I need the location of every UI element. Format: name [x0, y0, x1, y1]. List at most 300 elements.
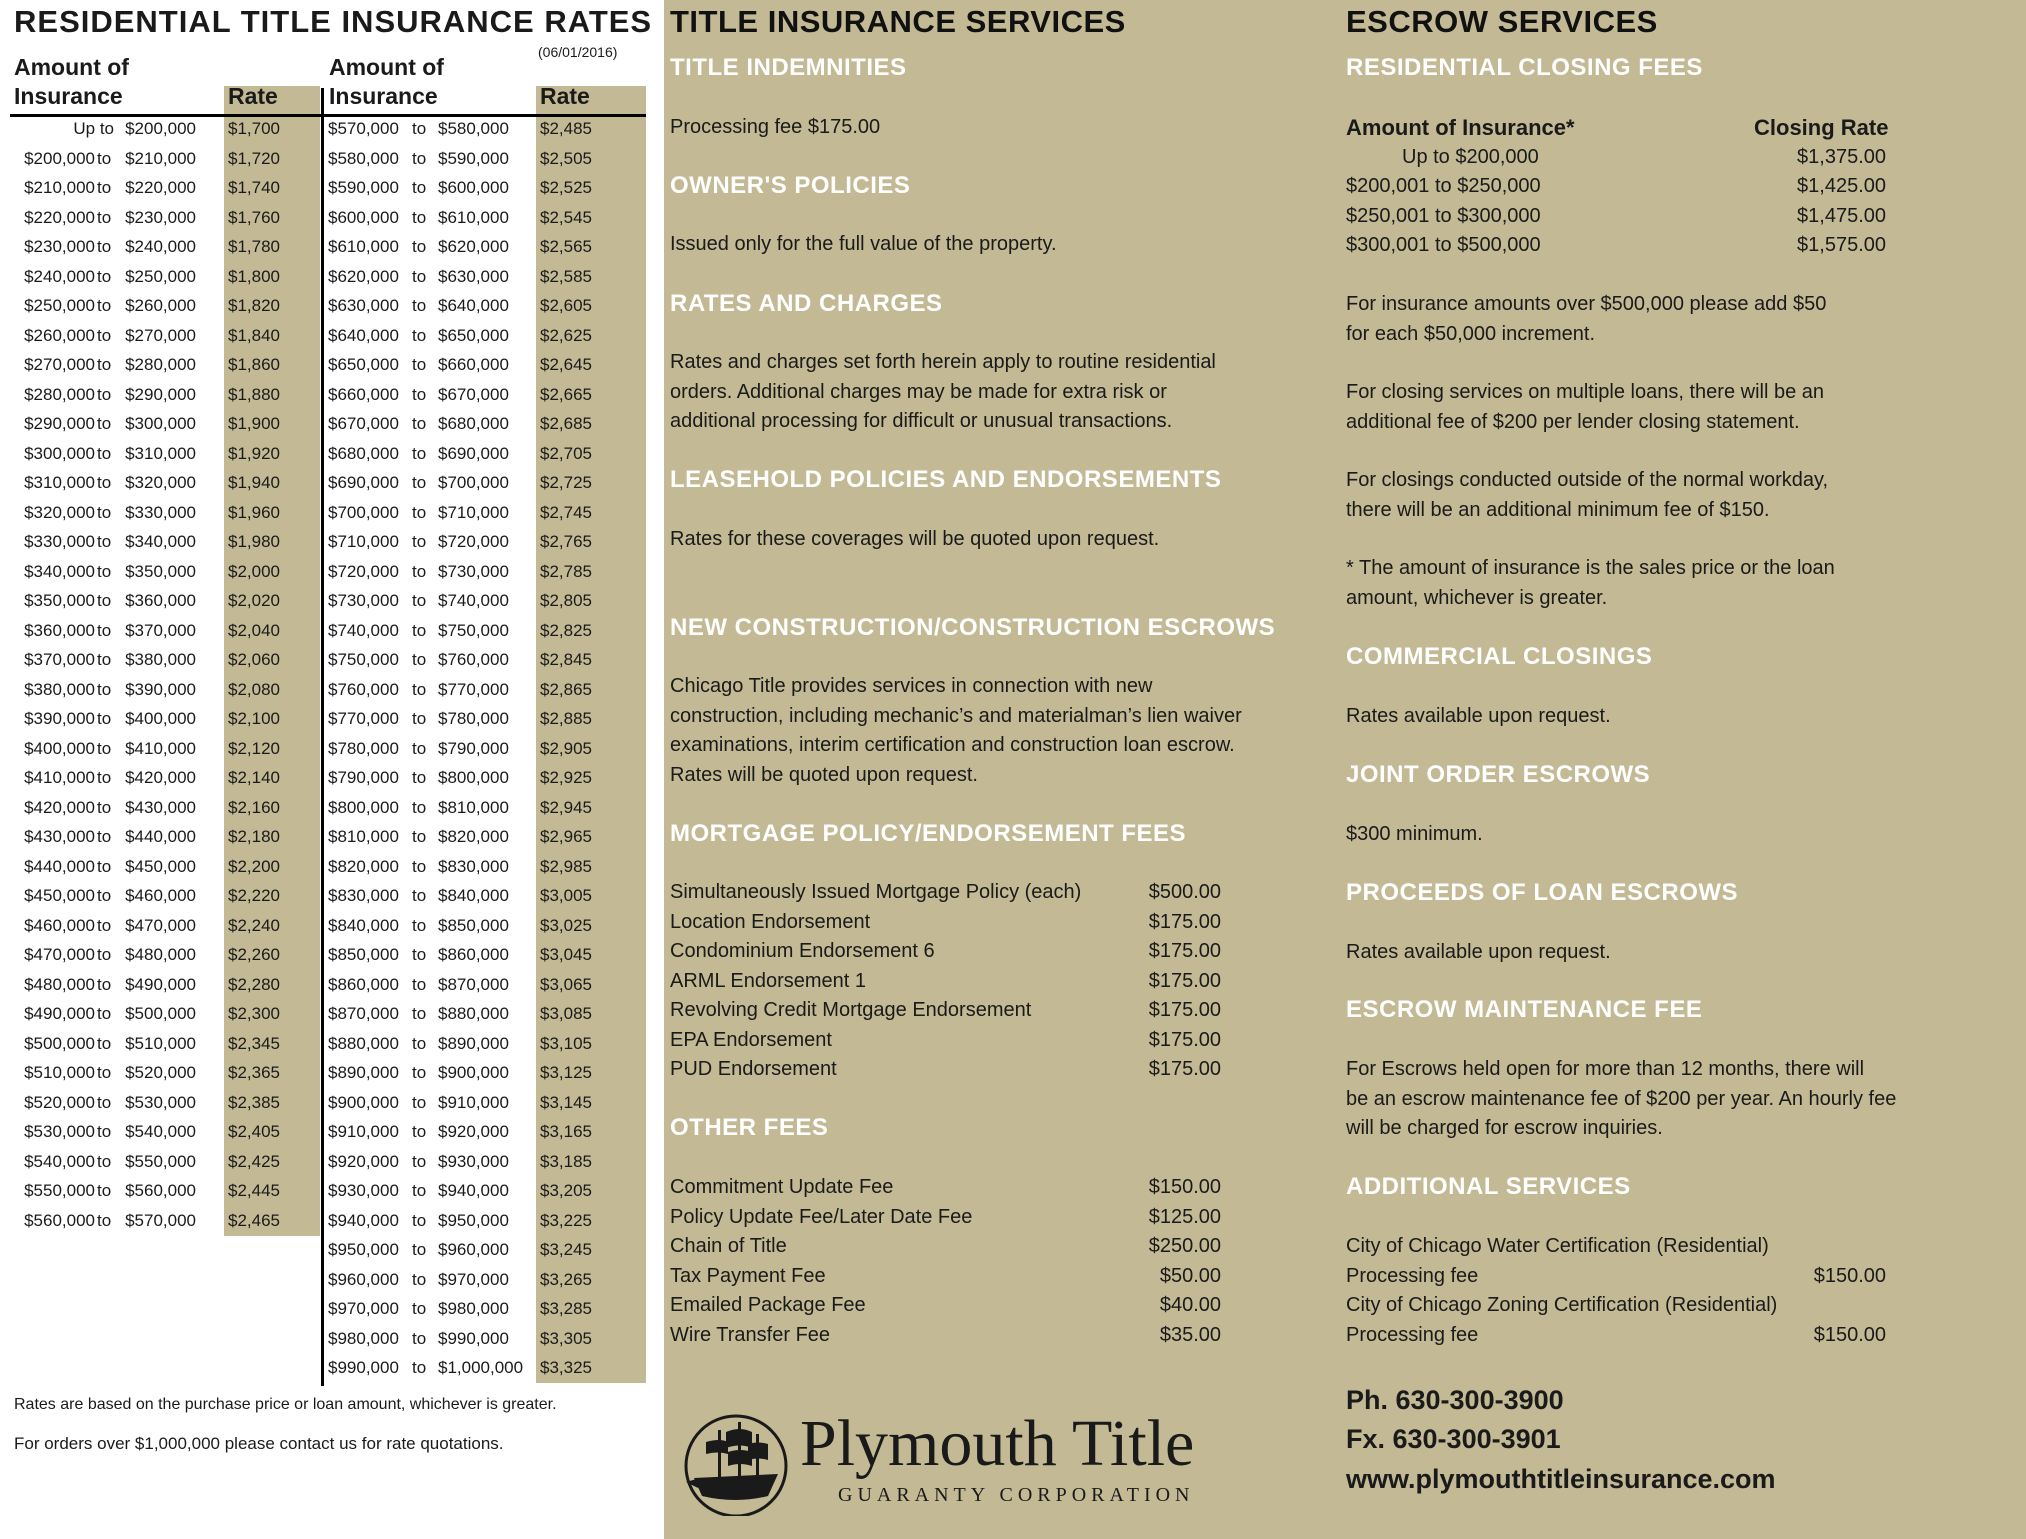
range-to: $550,000 [125, 1151, 196, 1171]
rate-value: $2,725 [540, 473, 592, 492]
outside-workday-line: For closings conducted outside of the normal workday, [1346, 469, 1829, 491]
range-to: $780,000 [438, 709, 509, 728]
range-to-word: to [412, 738, 427, 758]
range-from: $380,000 [24, 679, 95, 699]
range-to: $230,000 [125, 207, 196, 227]
rate-value: $2,945 [540, 797, 592, 817]
range-from: $220,000 [24, 207, 95, 227]
range-to: $240,000 [125, 237, 196, 256]
rate-value: $2,080 [228, 679, 280, 699]
rate-value: $2,465 [228, 1210, 280, 1230]
range-to-word: to [412, 414, 427, 433]
range-to-word: to [97, 207, 112, 227]
fee-label: PUD Endorsement [670, 1058, 837, 1080]
rate-value: $1,840 [228, 325, 280, 345]
rate-value: $3,065 [540, 974, 592, 994]
fee-value: $175.00 [1148, 969, 1221, 992]
range-from: $330,000 [24, 532, 95, 551]
range-to: $880,000 [438, 1004, 509, 1023]
range-from: $320,000 [24, 502, 95, 522]
range-to-word: to [97, 561, 112, 581]
range-to: $910,000 [438, 1092, 509, 1112]
range-to-word: to [97, 650, 112, 669]
maintenance-line: be an escrow maintenance fee of $200 per year. An hourly fee [1346, 1087, 1897, 1110]
range-to: $270,000 [125, 325, 196, 345]
range-from: $820,000 [328, 856, 399, 876]
range-to: $450,000 [125, 856, 196, 876]
additional-services-heading: ADDITIONAL SERVICES [1346, 1173, 1631, 1200]
rate-value: $2,280 [228, 974, 280, 994]
rate-value: $2,040 [228, 620, 280, 640]
closing-amount: Up to $200,000 [1402, 145, 1539, 168]
rate-row [0, 734, 592, 763]
maintenance-line: For Escrows held open for more than 12 months, there will [1346, 1058, 1865, 1080]
range-to-word: to [97, 443, 112, 463]
range-to: $560,000 [125, 1181, 196, 1200]
rate-value: $2,385 [228, 1092, 280, 1112]
range-to-word: to [412, 679, 427, 699]
rate-row [0, 380, 592, 409]
rate-value: $2,345 [228, 1033, 280, 1053]
range-to: $940,000 [438, 1181, 509, 1200]
rate-value: $2,525 [540, 178, 592, 197]
rate-value: $2,625 [540, 325, 592, 345]
rate-value: $2,365 [228, 1063, 280, 1082]
fee-label: Tax Payment Fee [670, 1264, 826, 1287]
range-from: $470,000 [24, 945, 95, 964]
rate-value: $1,800 [228, 266, 280, 286]
rate-value: $2,965 [540, 827, 592, 846]
range-from: $350,000 [24, 591, 95, 610]
rates-charges-line: additional processing for difficult or unusual transactions. [670, 410, 1173, 432]
closing-rate-header: Closing Rate [1754, 115, 1889, 140]
range-from: $930,000 [328, 1181, 399, 1200]
range-to: $840,000 [438, 886, 509, 905]
range-to: $680,000 [438, 414, 509, 433]
over-500k-line: for each $50,000 increment. [1346, 322, 1596, 345]
range-from: $360,000 [24, 620, 95, 640]
rate-value: $2,140 [228, 768, 280, 787]
rate-row [0, 675, 592, 704]
fee-label: EPA Endorsement [670, 1028, 832, 1051]
range-from: $540,000 [24, 1151, 95, 1171]
range-from: $900,000 [328, 1092, 399, 1112]
range-to: $310,000 [125, 443, 196, 463]
fee-value: $40.00 [1159, 1294, 1221, 1316]
rate-value: $3,185 [540, 1151, 592, 1171]
range-to-word: to [97, 886, 112, 905]
range-from: $980,000 [328, 1328, 399, 1348]
fee-label: Wire Transfer Fee [670, 1323, 831, 1346]
fee-value: $500.00 [1148, 881, 1221, 903]
range-from: $870,000 [328, 1004, 399, 1023]
rate-value: $2,805 [540, 591, 592, 610]
range-to-word: to [412, 1269, 427, 1289]
range-from: $410,000 [24, 768, 95, 787]
rate-value: $1,820 [228, 296, 280, 315]
mortgage-fees-heading: MORTGAGE POLICY/ENDORSEMENT FEES [670, 820, 1187, 847]
rate-row [0, 232, 592, 261]
fee-label: Policy Update Fee/Later Date Fee [670, 1205, 973, 1228]
range-from: $310,000 [24, 473, 95, 492]
rate-value: $1,900 [228, 414, 280, 433]
range-to: $720,000 [438, 532, 509, 551]
range-from: $690,000 [328, 473, 399, 492]
rate-row [0, 999, 592, 1028]
rate-value: $2,120 [228, 738, 280, 758]
rate-row [0, 114, 592, 143]
rate-row [0, 793, 592, 822]
range-to: $800,000 [438, 768, 509, 787]
range-to: $390,000 [125, 679, 196, 699]
range-to-word: to [97, 620, 112, 640]
range-to-word: to [97, 296, 112, 315]
range-to: $850,000 [438, 915, 509, 935]
range-from: $710,000 [328, 532, 399, 551]
closing-amount: $250,001 to $300,000 [1346, 204, 1541, 227]
rate-value: $2,100 [228, 709, 280, 728]
range-to: $520,000 [125, 1063, 196, 1082]
range-to: $930,000 [438, 1151, 509, 1171]
range-to-word: to [97, 974, 112, 994]
rate-value: $1,920 [228, 443, 280, 463]
range-from: $790,000 [328, 768, 399, 787]
closing-rate: $1,475.00 [1797, 204, 1886, 227]
rate-header-right: Rate [540, 83, 590, 109]
leasehold-heading: LEASEHOLD POLICIES AND ENDORSEMENTS [670, 466, 1222, 493]
title-indemnities-text: Processing fee $175.00 [670, 116, 881, 138]
range-to-word: to [97, 148, 112, 168]
rate-value: $3,225 [540, 1210, 592, 1230]
rate-value: $1,940 [228, 473, 280, 492]
rate-row [0, 1029, 592, 1058]
range-to: $220,000 [125, 178, 196, 197]
range-from: $610,000 [328, 237, 399, 256]
range-to: $760,000 [438, 650, 509, 669]
range-to-word: to [412, 266, 427, 286]
range-to-word: to [412, 148, 427, 168]
range-to-word: to [97, 1033, 112, 1053]
range-to: $510,000 [125, 1033, 196, 1053]
rate-value: $3,325 [540, 1358, 592, 1377]
range-to: $340,000 [125, 532, 196, 551]
rate-value: $2,565 [540, 237, 592, 256]
rate-row [0, 852, 592, 881]
range-to-word: to [97, 1122, 112, 1141]
rate-row [0, 1265, 592, 1294]
rate-row [0, 645, 592, 674]
range-to: $500,000 [125, 1004, 196, 1023]
multiple-loans-line: additional fee of $200 per lender closing statement. [1346, 410, 1800, 433]
range-to: $610,000 [438, 207, 509, 227]
rate-value: $3,245 [540, 1240, 592, 1259]
range-from: $670,000 [328, 414, 399, 433]
range-to-word: to [97, 591, 112, 610]
rate-value: $1,780 [228, 237, 280, 256]
fee-label: Emailed Package Fee [670, 1294, 866, 1316]
range-to-word: to [412, 827, 427, 846]
range-to-word: to [412, 1210, 427, 1230]
range-to: $290,000 [125, 384, 196, 404]
range-to: $300,000 [125, 414, 196, 433]
rate-value: $2,785 [540, 561, 592, 581]
leasehold-text: Rates for these coverages will be quoted upon request. [670, 528, 1160, 550]
range-to-word: to [97, 414, 112, 433]
rate-row [0, 1058, 592, 1087]
range-to-word: to [97, 1181, 112, 1200]
range-to: $210,000 [125, 148, 196, 168]
rate-value: $1,960 [228, 502, 280, 522]
range-from: $700,000 [328, 502, 399, 522]
range-to: $890,000 [438, 1033, 509, 1053]
joint-order-heading: JOINT ORDER ESCROWS [1346, 761, 1651, 788]
rate-row [0, 144, 592, 173]
range-from: $340,000 [24, 561, 95, 581]
range-to: $460,000 [125, 886, 196, 905]
rates-title: RESIDENTIAL TITLE INSURANCE RATES [14, 4, 653, 39]
range-from: $400,000 [24, 738, 95, 758]
commercial-closings-text: Rates available upon request. [1346, 705, 1611, 727]
range-to: $540,000 [125, 1122, 196, 1141]
range-from: $970,000 [328, 1299, 399, 1318]
range-to: $640,000 [438, 296, 509, 315]
range-from: $510,000 [24, 1063, 95, 1082]
range-to-word: to [412, 856, 427, 876]
range-from: $600,000 [328, 207, 399, 227]
range-from: $740,000 [328, 620, 399, 640]
fax-number: Fx. 630-300-3901 [1346, 1424, 1561, 1454]
rate-value: $3,265 [540, 1269, 592, 1289]
rate-row [0, 1088, 592, 1117]
range-from: $560,000 [24, 1210, 95, 1230]
rate-value: $2,925 [540, 768, 592, 787]
range-to-word: to [412, 974, 427, 994]
range-from: $270,000 [24, 355, 95, 374]
rates-footnote-basis: Rates are based on the purchase price or loan amount, whichever is greater. [14, 1396, 557, 1413]
rate-value: $3,105 [540, 1033, 592, 1053]
range-from: $750,000 [328, 650, 399, 669]
range-from: $800,000 [328, 797, 399, 817]
range-to: $960,000 [438, 1240, 509, 1259]
range-from: $990,000 [328, 1358, 399, 1377]
range-to: $870,000 [438, 974, 509, 994]
rate-value: $1,740 [228, 178, 280, 197]
rate-value: $3,045 [540, 945, 592, 964]
range-to-word: to [412, 1033, 427, 1053]
range-to-word: to [97, 1151, 112, 1171]
rate-value: $2,020 [228, 591, 280, 610]
range-to: $470,000 [125, 915, 196, 935]
range-to-word: to [412, 296, 427, 315]
insurance-note-line: * The amount of insurance is the sales price or the loan [1346, 557, 1835, 579]
range-to: $730,000 [438, 561, 509, 581]
rate-value: $2,745 [540, 502, 592, 522]
range-to: $200,000 [125, 119, 196, 138]
range-from: $810,000 [328, 827, 399, 846]
website-link[interactable]: www.plymouthtitleinsurance.com [1346, 1464, 1776, 1494]
range-from: $890,000 [328, 1063, 399, 1082]
range-to-word: to [97, 1004, 112, 1023]
range-to: $400,000 [125, 709, 196, 728]
rate-row [0, 763, 592, 792]
rate-value: $2,240 [228, 915, 280, 935]
rate-value: $3,005 [540, 886, 592, 905]
rate-row [0, 291, 592, 320]
range-from: $680,000 [328, 443, 399, 463]
closing-rate: $1,375.00 [1797, 145, 1886, 168]
rate-value: $2,160 [228, 797, 280, 817]
fee-label: ARML Endorsement 1 [670, 969, 867, 992]
range-from: $280,000 [24, 384, 95, 404]
rate-value: $3,025 [540, 915, 592, 935]
range-to-word: to [97, 797, 112, 817]
range-to-word: to [412, 532, 427, 551]
range-to: $440,000 [125, 827, 196, 846]
range-from: $590,000 [328, 178, 399, 197]
rate-value: $2,585 [540, 266, 592, 286]
range-to: $410,000 [125, 738, 196, 758]
range-from: $780,000 [328, 738, 399, 758]
commercial-closings-heading: COMMERCIAL CLOSINGS [1346, 643, 1653, 670]
closing-rate: $1,425.00 [1797, 175, 1886, 197]
range-from: $290,000 [24, 414, 95, 433]
rate-value: $2,180 [228, 827, 280, 846]
rate-value: $2,885 [540, 709, 592, 728]
rates-effective-date: (06/01/2016) [538, 44, 618, 60]
range-to-word: to [97, 502, 112, 522]
proceeds-heading: PROCEEDS OF LOAN ESCROWS [1346, 879, 1739, 906]
range-to-word: to [412, 443, 427, 463]
range-to-word: to [412, 1151, 427, 1171]
range-to-word: to [412, 768, 427, 787]
range-to: $380,000 [125, 650, 196, 669]
range-to: $490,000 [125, 974, 196, 994]
fee-label: Commitment Update Fee [670, 1176, 894, 1198]
rate-row [0, 822, 592, 851]
range-to: $360,000 [125, 591, 196, 610]
range-to: $710,000 [438, 502, 509, 522]
multiple-loans-line: For closing services on multiple loans, there will be an [1346, 381, 1824, 403]
range-to: $600,000 [438, 178, 509, 197]
range-to: $690,000 [438, 443, 509, 463]
fee-value: $175.00 [1148, 999, 1221, 1021]
range-from: $460,000 [24, 915, 95, 935]
outside-workday-line: there will be an additional minimum fee of $150. [1346, 498, 1770, 521]
range-from: $200,000 [24, 148, 95, 168]
range-to: $860,000 [438, 945, 509, 964]
rate-row [0, 527, 592, 556]
range-to: $570,000 [125, 1210, 196, 1230]
range-to: $660,000 [438, 355, 509, 374]
insurance-note-line: amount, whichever is greater. [1346, 586, 1608, 609]
range-from: $240,000 [24, 266, 95, 286]
rate-row [0, 1176, 592, 1205]
closing-amount-header: Amount of Insurance* [1346, 115, 1575, 140]
range-to-word: to [97, 1092, 112, 1112]
range-from: $440,000 [24, 856, 95, 876]
rate-row [0, 439, 592, 468]
range-from: $500,000 [24, 1033, 95, 1053]
range-to: $590,000 [438, 148, 509, 168]
rate-value: $2,665 [540, 384, 592, 404]
rate-row [0, 203, 592, 232]
range-to-word: to [97, 679, 112, 699]
rate-header-left: Rate [228, 83, 278, 109]
rate-row [0, 498, 592, 527]
range-to: $950,000 [438, 1210, 509, 1230]
fee-label: Condominium Endorsement 6 [670, 940, 935, 962]
rate-row [0, 1117, 592, 1146]
rates-charges-line: orders. Additional charges may be made for extra risk or [670, 380, 1167, 403]
range-to-word: to [412, 1122, 427, 1141]
range-to-word: to [412, 502, 427, 522]
range-from: $640,000 [328, 325, 399, 345]
range-to-word: to [97, 1210, 112, 1230]
rate-value: $2,220 [228, 886, 280, 905]
range-to-word: to [412, 1063, 427, 1082]
range-from: Up to [73, 119, 114, 138]
range-to: $630,000 [438, 266, 509, 286]
rate-row [0, 1206, 592, 1235]
plymouth-title-logo [678, 1408, 1278, 1516]
range-from: $720,000 [328, 561, 399, 581]
range-from: $530,000 [24, 1122, 95, 1141]
rate-row [0, 616, 592, 645]
range-to-word: to [97, 827, 112, 846]
range-to-word: to [97, 384, 112, 404]
range-from: $620,000 [328, 266, 399, 286]
range-from: $860,000 [328, 974, 399, 994]
rate-value: $2,505 [540, 148, 592, 168]
range-from: $910,000 [328, 1122, 399, 1141]
rate-row [0, 173, 592, 202]
range-from: $770,000 [328, 709, 399, 728]
range-to: $420,000 [125, 768, 196, 787]
amount-header-left: Amount of Insurance [14, 54, 129, 109]
range-from: $920,000 [328, 1151, 399, 1171]
range-from: $300,000 [24, 443, 95, 463]
rate-row [0, 321, 592, 350]
range-to-word: to [97, 473, 112, 492]
range-to-word: to [412, 119, 427, 138]
fee-value: $250.00 [1148, 1235, 1221, 1257]
range-to-word: to [412, 207, 427, 227]
water-certification-label: City of Chicago Water Certification (Residential) [1346, 1235, 1769, 1257]
fee-value: $125.00 [1148, 1205, 1221, 1228]
rate-value: $2,300 [228, 1004, 280, 1023]
range-to: $900,000 [438, 1063, 509, 1082]
rates-charges-heading: RATES AND CHARGES [670, 290, 943, 317]
construction-line: Chicago Title provides services in connection with new [670, 675, 1153, 697]
range-from: $880,000 [328, 1033, 399, 1053]
range-to-word: to [412, 325, 427, 345]
rate-value: $3,145 [540, 1092, 592, 1112]
range-to-word: to [97, 945, 112, 964]
range-to: $430,000 [125, 797, 196, 817]
rate-row [0, 1353, 592, 1382]
range-to-word: to [412, 650, 427, 669]
range-to-word: to [412, 1092, 427, 1112]
owners-policies-text: Issued only for the full value of the property. [670, 233, 1057, 255]
rate-row [0, 970, 592, 999]
rate-value: $1,880 [228, 384, 280, 404]
range-to: $650,000 [438, 325, 509, 345]
range-from: $630,000 [328, 296, 399, 315]
range-from: $210,000 [24, 178, 95, 197]
rate-row [0, 586, 592, 615]
range-to-word: to [97, 856, 112, 876]
rate-row [0, 1324, 592, 1353]
